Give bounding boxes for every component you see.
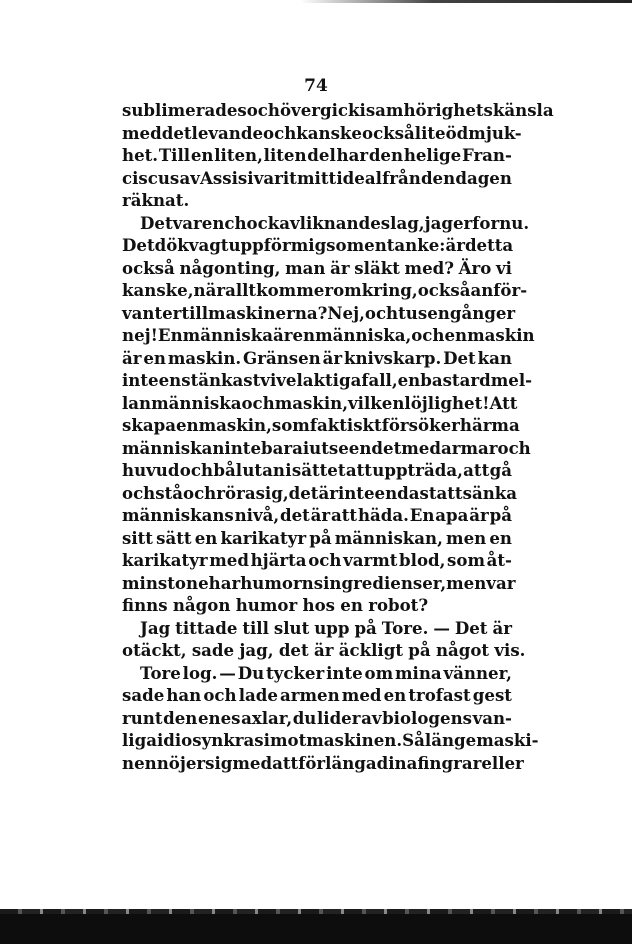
text-line: sitt sätt en karikatyr på människan, men en	[122, 527, 512, 548]
text-line: runt den enes axlar, du lider av biologens van-	[122, 707, 512, 728]
text-line: inte ens tänkas tvivelaktiga fall, en bastard mel-	[122, 370, 533, 390]
scan-edge-top	[300, 0, 632, 3]
text-line: Tore log. — Du tycker inte om mina vänner,	[140, 662, 512, 683]
text-line: Det dök vagt upp för mig som en tanke: är detta	[122, 235, 514, 255]
text-line: Jag tittade till slut upp på Tore. — Det är	[140, 617, 512, 638]
text-line: människan inte bara i utseendet med armar och	[122, 437, 531, 458]
text-line: också någonting, man är släkt med? Äro vi	[122, 257, 512, 278]
text-line: huvud och bål utan i sättet att uppträda, att gå	[122, 460, 512, 480]
paragraph	[122, 212, 535, 617]
text-line: karikatyr med hjärta och varmt blod, som åt-	[122, 550, 512, 570]
text-line: sade han och lade armen med en trofast gest	[122, 685, 512, 705]
text-line: nen nöjer sig med att förlänga dina fingrar eller	[122, 752, 524, 773]
text-line: liga idiosynkrasi mot maskinen. Så länge maski-	[122, 730, 539, 750]
paragraph	[122, 662, 539, 775]
text-line: kanske, när allt kommer omkring, också anför-	[122, 280, 528, 300]
text-line: ciscus av Assisi varit mitt ideal från den dagen	[122, 167, 512, 188]
paragraph	[122, 617, 526, 662]
body-text	[122, 99, 554, 774]
text-line: räknat.	[122, 190, 190, 210]
text-line: är en maskin. Gränsen är knivskarp. Det kan	[122, 347, 512, 368]
text-line: lan människa och maskin, vilken löjlighet! Att	[122, 392, 518, 413]
paragraph	[122, 99, 554, 212]
text-line: med det levande och kanske också lite ödmjuk-	[122, 122, 522, 143]
text-line: otäckt, sade jag, det är äckligt på något vis.	[122, 640, 526, 660]
text-line: människans nivå, det är att häda. En apa är på	[122, 505, 512, 525]
text-line: och stå och röra sig, det är inte endast att sänka	[122, 482, 518, 503]
page-number: 74	[304, 76, 328, 96]
text-line: sublimerades och övergick i samhörighetskänsla	[122, 100, 554, 120]
text-line: minstone har humorns ingredienser, men var	[122, 572, 516, 593]
text-line: finns någon humor hos en robot?	[122, 595, 429, 615]
text-line: nej! En människa är en människa, och en maskin	[122, 325, 535, 345]
text-line: skapa en maskin, som faktiskt försöker härma	[122, 415, 520, 435]
text-line: het. Till en liten, liten del har den helige Fran-	[122, 145, 512, 165]
scan-edge-bottom	[0, 913, 632, 944]
text-line: vanter till maskinerna? Nej, och tusen gånger	[122, 302, 516, 323]
text-line: Det var en chock av liknande slag, jag erfor nu.	[140, 212, 530, 233]
